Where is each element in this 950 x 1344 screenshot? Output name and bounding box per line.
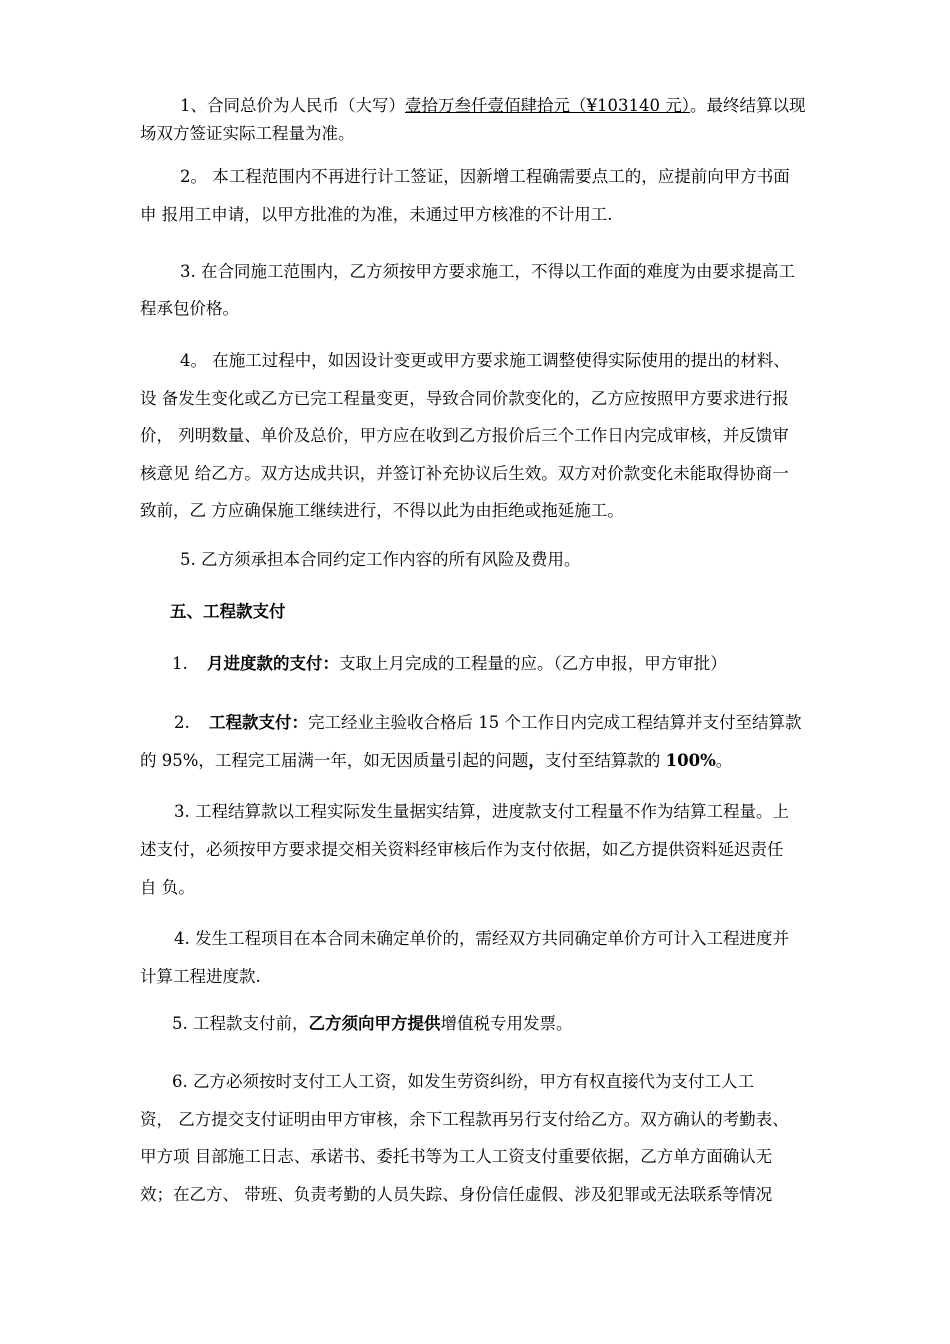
- payment-item-2-line2b: 支付至结算款的: [544, 751, 666, 770]
- payment-item-3: [140, 793, 820, 907]
- payment-item-1-text: 支取上月完成的工程量的应。（乙方申报，甲方审批）: [339, 654, 727, 673]
- payment-item-2-text: 完工经业主验收合格后 15 个工作日内完成工程结算并支付至结算款: [308, 713, 802, 732]
- clause-3-line1: 3. 在合同施工范围内，乙方须按甲方要求施工，不得以工作面的难度为由要求提高工: [180, 262, 795, 281]
- clause-1: [140, 92, 820, 148]
- payment-item-3-line2: 述支付，必须按甲方要求提交相关资料经审核后作为支付依据，如乙方提供资料延迟责任: [140, 840, 784, 859]
- payment-item-2-line2a: 的 95%，工程完工届满一年，如无因质量引起的问题: [140, 751, 529, 770]
- payment-item-1-num: 1.: [172, 654, 188, 673]
- clause-2: [140, 158, 820, 234]
- clause-1-line2: 场双方签证实际工程量为准。: [140, 124, 355, 143]
- clause-4-line1: 4。 在施工过程中，如因设计变更或甲方要求施工调整使得实际使用的提出的材料、: [180, 351, 790, 370]
- clause-2-line2: 申 报用工申请，以甲方批准的为准，未通过甲方核准的不计用工.: [140, 205, 613, 224]
- clause-4: [140, 342, 820, 530]
- payment-item-3-line3: 自 负。: [140, 878, 195, 897]
- clause-1-suffix: 。最终结算以现: [689, 96, 806, 115]
- payment-item-5-suffix: 增值税专用发票。: [440, 1014, 573, 1033]
- payment-item-2-comma: ，: [528, 751, 545, 770]
- payment-item-2: [140, 704, 820, 780]
- clause-5-text: 5. 乙方须承担本合同约定工作内容的所有风险及费用。: [180, 550, 581, 569]
- clause-2-line1: 2。 本工程范围内不再进行计工签证，因新增工程确需要点工的，应提前向甲方书面: [180, 167, 790, 186]
- clause-4-line5: 致前，乙 方应确保施工继续进行，不得以此为由拒绝或拖延施工。: [140, 501, 624, 520]
- payment-item-1-title: 月进度款的支付：: [207, 654, 339, 673]
- clause-3: [140, 253, 820, 327]
- clause-4-line4: 核意见 给乙方。双方达成共识，并签订补充协议后生效。双方对价款变化未能取得协商一: [140, 463, 789, 483]
- section-5-title: 五、工程款支付: [170, 602, 286, 621]
- contract-amount: 壹拾万叁仟壹佰肆拾元（¥103140 元）: [405, 96, 690, 115]
- clause-4-line2: 设 备发生变化或乙方已完工程量变更，导致合同价款变化的，乙方应按照甲方要求进行报: [140, 388, 789, 408]
- payment-item-6-line3: 甲方项 目部施工日志、承诺书、委托书等为工人工资支付重要依据，乙方单方面确认无: [140, 1147, 773, 1166]
- payment-item-5-prefix: 5. 工程款支付前，: [172, 1014, 309, 1033]
- payment-item-4-line1: 4. 发生工程项目在本合同未确定单价的，需经双方共同确定单价方可计入工程进度并: [174, 929, 789, 948]
- payment-item-4-line2: 计算工程进度款.: [140, 967, 261, 986]
- clause-5: [140, 546, 820, 574]
- payment-item-2-end: 。: [715, 751, 733, 770]
- payment-item-5: [140, 1010, 820, 1038]
- payment-item-5-bold: 乙方须向甲方提供: [308, 1014, 441, 1033]
- payment-item-2-num: 2.: [174, 713, 190, 732]
- payment-item-6-line2: 资， 乙方提交支付证明由甲方审核，余下工程款再另行支付给乙方。双方确认的考勤表、: [140, 1109, 789, 1129]
- payment-item-3-line1: 3. 工程结算款以工程实际发生量据实结算，进度款支付工程量不作为结算工程量。上: [174, 802, 789, 821]
- payment-item-1: [140, 650, 820, 678]
- clause-4-line3: 价， 列明数量、单价及总价，甲方应在收到乙方报价后三个工作日内完成审核，并反馈审: [140, 426, 789, 445]
- payment-item-2-percent: 100%: [665, 751, 716, 770]
- clause-1-prefix: 1、合同总价为人民币（大写）: [180, 96, 405, 115]
- payment-item-6: [140, 1063, 820, 1213]
- payment-item-6-line1: 6. 乙方必须按时支付工人工资，如发生劳资纠纷，甲方有权直接代为支付工人工: [172, 1072, 754, 1091]
- section-heading: [140, 598, 820, 626]
- payment-item-2-title: 工程款支付：: [209, 713, 308, 732]
- payment-item-4: [140, 920, 820, 996]
- clause-3-line2: 程承包价格。: [140, 299, 239, 318]
- payment-item-6-line4: 效；在乙方、 带班、负责考勤的人员失踪、身份信任虚假、涉及犯罪或无法联系等情况: [140, 1184, 773, 1204]
